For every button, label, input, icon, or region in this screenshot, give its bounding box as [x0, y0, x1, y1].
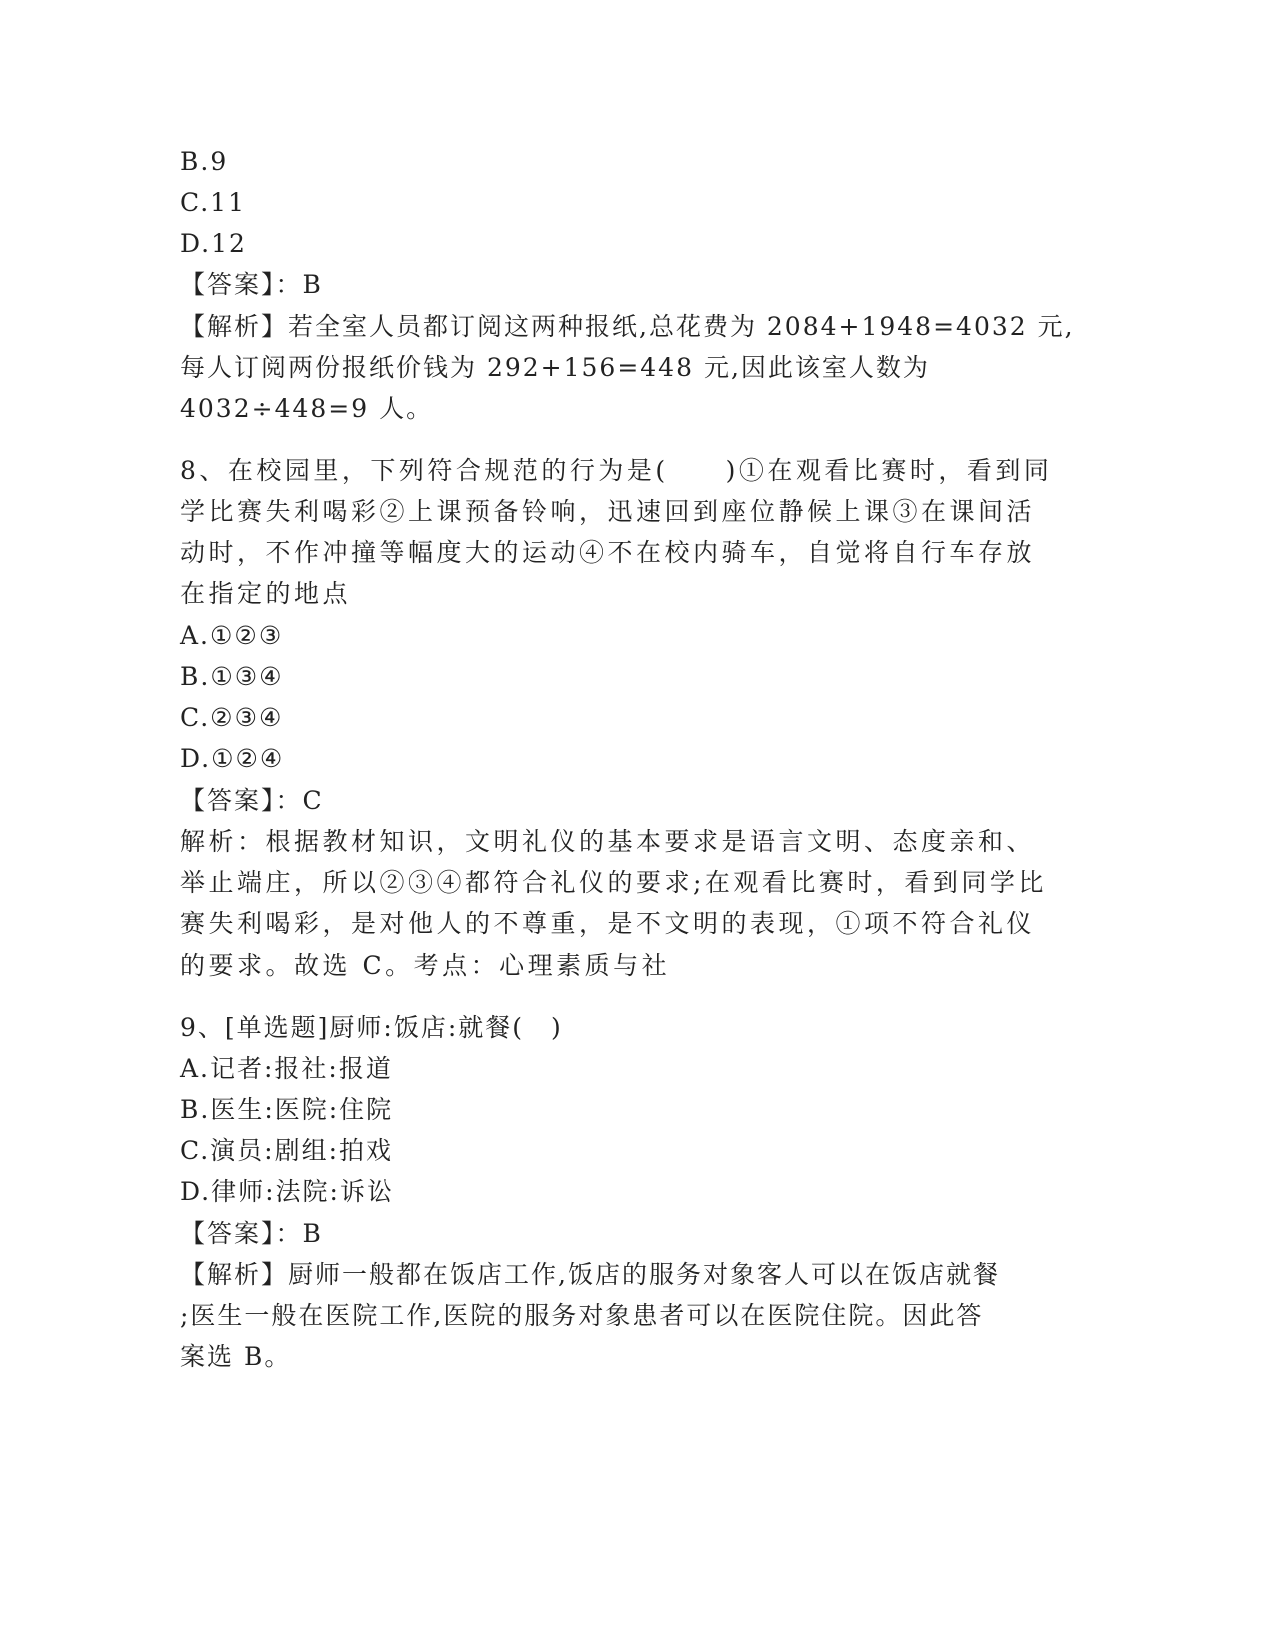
- q7-analysis-line-3: 4032÷448=9 人。: [180, 394, 434, 423]
- q7-option-b: B.9: [180, 147, 229, 176]
- q8-option-d: D.①②④: [180, 744, 285, 773]
- q9-analysis-line-3: 案选 B。: [180, 1342, 292, 1371]
- q9-question: 9、[单选题]厨师:饭店:就餐( ): [180, 1013, 563, 1042]
- q7-option-d: D.12: [180, 229, 247, 258]
- q9-option-a: A.记者:报社:报道: [180, 1054, 393, 1083]
- q8-analysis-line-2: 举止端庄，所以②③④都符合礼仪的要求;在观看比赛时，看到同学比: [180, 868, 1047, 897]
- q9-option-b: B.医生:医院:住院: [180, 1095, 394, 1124]
- q8-question-line-3: 动时，不作冲撞等幅度大的运动④不在校内骑车，自觉将自行车存放: [180, 538, 1036, 567]
- q9-answer: 【答案】：B: [180, 1219, 323, 1248]
- q8-question-line-4: 在指定的地点: [180, 579, 352, 608]
- q7-option-c: C.11: [180, 188, 246, 217]
- q8-option-a: A.①②③: [180, 621, 284, 650]
- q7-analysis-line-2: 每人订阅两份报纸价钱为 292+156=448 元,因此该室人数为: [180, 353, 930, 382]
- q8-analysis-line-1: 解析：根据教材知识，文明礼仪的基本要求是语言文明、态度亲和、: [180, 827, 1036, 856]
- q8-answer: 【答案】：C: [180, 786, 324, 815]
- q9-analysis-line-2: ;医生一般在医院工作,医院的服务对象患者可以在医院住院。因此答: [180, 1301, 984, 1330]
- q8-question-line-2: 学比赛失利喝彩②上课预备铃响，迅速回到座位静候上课③在课间活: [180, 497, 1036, 526]
- q9-analysis-line-1: 【解析】厨师一般都在饭店工作,饭店的服务对象客人可以在饭店就餐: [180, 1260, 1000, 1289]
- q8-analysis-line-4: 的要求。故选 C。考点：心理素质与社: [180, 951, 671, 980]
- q7-analysis-line-1: 【解析】若全室人员都订阅这两种报纸,总花费为 2084+1948=4032 元,: [180, 312, 1075, 341]
- q8-analysis-line-3: 赛失利喝彩，是对他人的不尊重，是不文明的表现，①项不符合礼仪: [180, 909, 1036, 938]
- q9-option-c: C.演员:剧组:拍戏: [180, 1136, 394, 1165]
- q8-question-line-1: 8、在校园里，下列符合规范的行为是( )①在观看比赛时，看到同: [180, 456, 1053, 485]
- q9-option-d: D.律师:法院:诉讼: [180, 1177, 394, 1206]
- q8-option-c: C.②③④: [180, 703, 284, 732]
- q7-answer: 【答案】：B: [180, 270, 323, 299]
- q8-option-b: B.①③④: [180, 662, 284, 691]
